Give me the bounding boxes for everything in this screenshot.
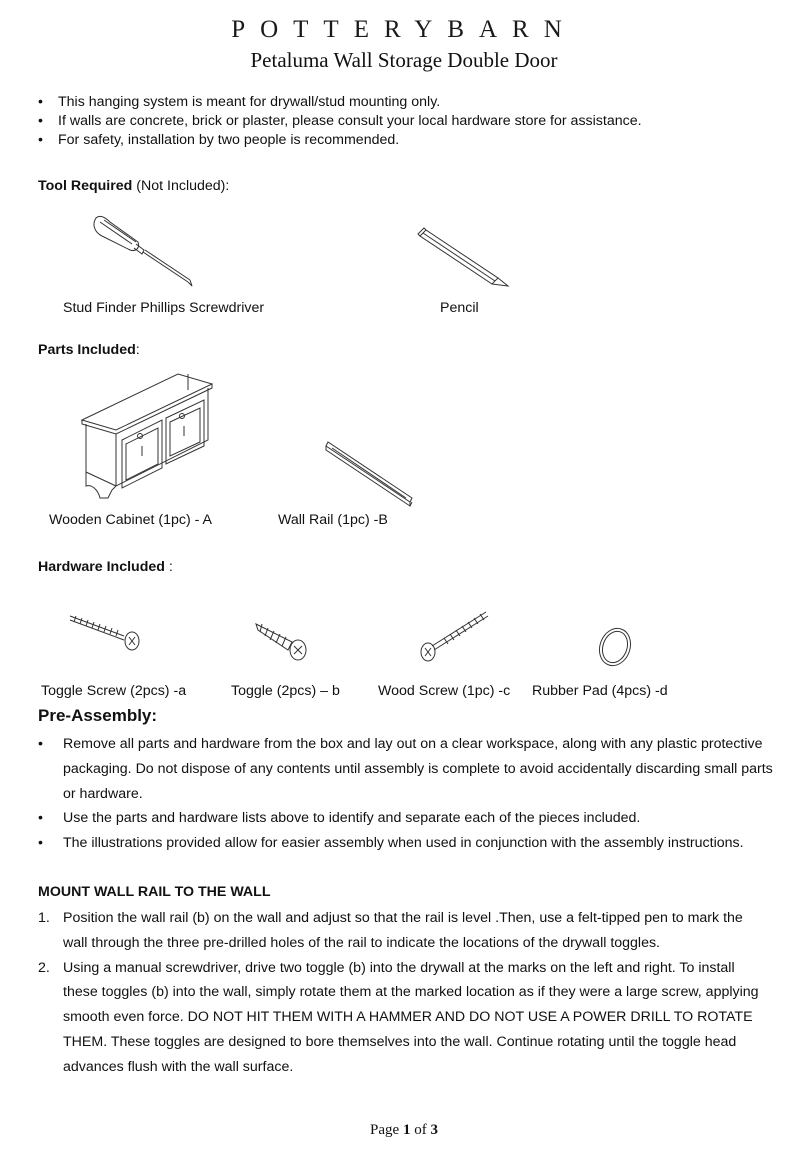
hardware-heading	[38, 559, 173, 575]
pre-assembly-item: • The illustrations provided allow for easier assembly when used in conjunction with the assembly instructions.	[38, 831, 778, 856]
part-caption-wall-rail: Wall Rail (1pc) -B	[278, 512, 388, 528]
intro-bullet: • For safety, installation by two people is recommended.	[38, 131, 642, 150]
mount-step-text: Using a manual screwdriver, drive two toggle (b) into the drywall at the marks on the left and right. To install these toggles (b) into the wall, simply rotate them at the marked location as if they were a large screw, applying smooth even force. DO NOT HIT THEM WITH A HAMMER AND DO NOT USE A POWER DRILL TO ROTATE THEM. These toggles are designed to bore themselves into the wall. Continue rotating until the toggle head advances flush with the wall surface.	[63, 959, 759, 1075]
intro-bullet-list	[38, 93, 642, 149]
hardware-heading-rest: :	[164, 559, 173, 575]
brand-logo: POTTERYBARN	[231, 16, 577, 43]
wooden-cabinet-icon	[78, 360, 218, 510]
wall-rail-icon	[322, 440, 417, 512]
page-number	[0, 1122, 808, 1139]
mount-step	[38, 956, 768, 1080]
pencil-icon	[418, 228, 513, 290]
page-total: 3	[430, 1122, 438, 1138]
pre-assembly-item: • Remove all parts and hardware from the box and lay out on a clear workspace, along with any plastic protective packaging. Do not dispose of any contents until assembly is complete to avoid accidentally discarding small parts or hardware.	[38, 732, 778, 806]
mount-steps-list	[38, 906, 768, 1080]
mount-step-text: Position the wall rail (b) on the wall and adjust so that the rail is level .Then, use a felt-tipped pen to mark the wall through the three pre-drilled holes of the rail to indicate the locations of the drywall toggles.	[63, 910, 743, 951]
page-prefix: Page	[370, 1122, 403, 1138]
tool-caption-pencil: Pencil	[440, 300, 479, 316]
intro-bullet: • If walls are concrete, brick or plaster, please consult your local hardware store for assistance.	[38, 112, 642, 131]
parts-heading-bold: Parts Included	[38, 342, 136, 358]
toggle-screw-icon	[68, 612, 148, 652]
screwdriver-icon	[90, 212, 200, 292]
tools-heading	[38, 178, 229, 194]
tools-heading-rest: (Not Included):	[132, 178, 230, 194]
hardware-caption-wood-screw: Wood Screw (1pc) -c	[378, 683, 511, 699]
pre-assembly-item: • Use the parts and hardware lists above to identify and separate each of the pieces included.	[38, 806, 778, 831]
hardware-caption-rubber-pad: Rubber Pad (4pcs) -d	[532, 683, 668, 699]
hardware-caption-toggle: Toggle (2pcs) – b	[231, 683, 340, 699]
mount-step	[38, 906, 768, 956]
tool-caption-screwdriver: Stud Finder Phillips Screwdriver	[63, 300, 265, 316]
mount-section-title: MOUNT WALL RAIL TO THE WALL	[38, 884, 271, 900]
wood-screw-icon	[418, 610, 493, 665]
page-current: 1	[402, 1122, 411, 1138]
document-title: Petaluma Wall Storage Double Door	[250, 48, 558, 72]
hardware-caption-toggle-screw: Toggle Screw (2pcs) -a	[41, 683, 187, 699]
mount-step-number: 1.	[38, 910, 50, 926]
pre-assembly-title: Pre-Assembly:	[38, 706, 158, 725]
rubber-pad-icon	[596, 626, 636, 668]
part-caption-cabinet: Wooden Cabinet (1pc) - A	[49, 512, 212, 528]
mount-step-number: 2.	[38, 959, 50, 976]
intro-bullet: • This hanging system is meant for drywall/stud mounting only.	[38, 93, 642, 112]
parts-heading-rest: :	[135, 342, 140, 358]
hardware-heading-bold: Hardware Included	[38, 559, 165, 575]
page-middle: of	[410, 1122, 431, 1138]
toggle-icon	[254, 620, 314, 665]
tools-heading-bold: Tool Required	[38, 178, 133, 194]
parts-heading	[38, 342, 140, 358]
pre-assembly-list	[38, 732, 778, 856]
